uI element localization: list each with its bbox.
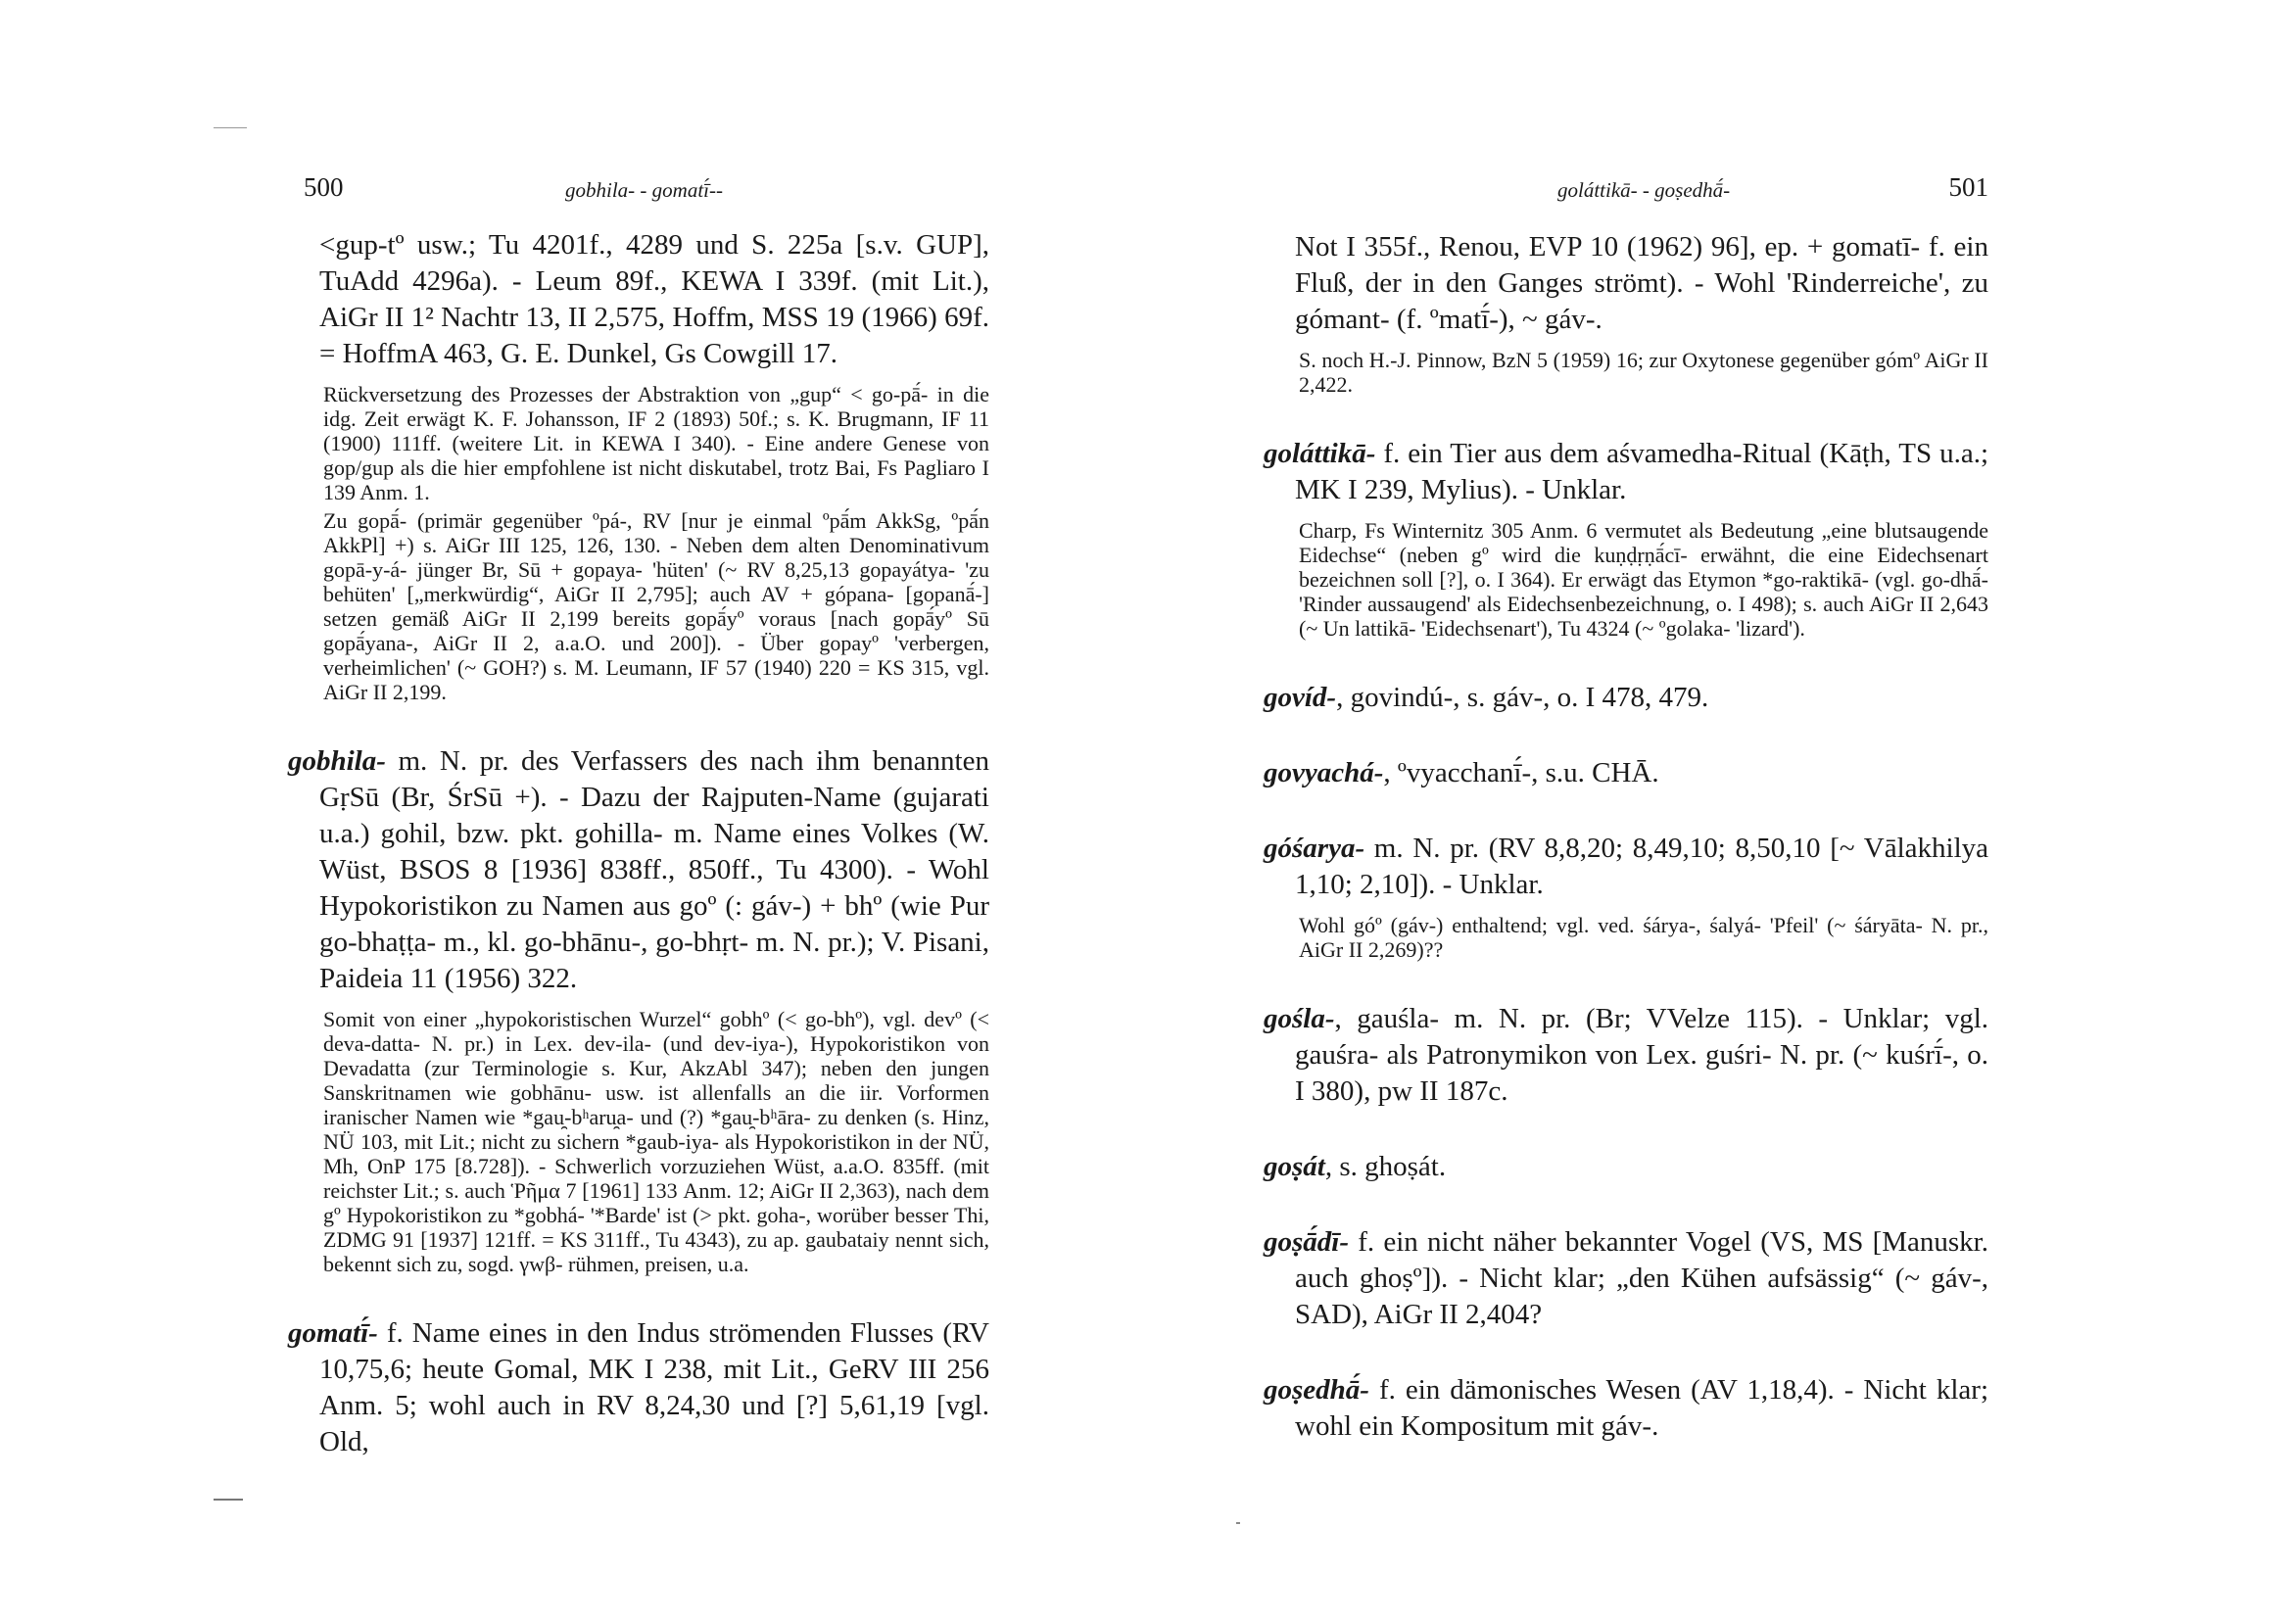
headword: gobhila- xyxy=(288,745,386,777)
left-page xyxy=(274,0,989,1622)
entry-text: f. ein Tier aus dem aśvamedha-Ritual (Kāṭh, TS u.a.; MK I 239, Mylius). - Unklar. xyxy=(1295,438,1988,505)
scan-mark-bottom-center xyxy=(1236,1522,1240,1524)
entry-gobhila xyxy=(288,743,989,997)
entry-gosarya xyxy=(1264,831,1988,903)
running-head: goláttikā- - goṣedhā́- xyxy=(1557,178,1731,202)
entry-golattika xyxy=(1264,436,1988,508)
note-paragraph: Somit von einer „hypokoristischen Wurzel“ gobhº (< go-bhº), vgl. devº (< deva-datta- N. pr.) in Lex. dev-ila- (und dev-iya-), Hypokoristikon von Devadatta (zur Terminologie s. Kur, AkzAbl 347); neben den jungen Sanskritnamen wie gobhānu- usw. ist allenfalls an die iir. Vorformen iranischer Namen wie *gau̯-bʰaru̯a- und (?) *gau̯-bʰāra- zu denken (s. Hinz, NÜ 103, mit Lit.; nicht zu sichern *gaub-iya- als Hypokoristikon in der NÜ, Mh, OnP 175 [8.728]). - Schwerlich vorzuziehen Wüst, a.a.O. 835ff. (mit reichster Lit.; s. auch Ῥῆμα 7 [1961] 133 Anm. 12; AiGr II 2,363), nach dem gº Hypokoristikon zu *gobhá- '*Barde' ist (> pkt. goha-, worüber besser Thi, ZDMG 91 [1937] 121ff. = KS 311ff., Tu 4343), zu ap. gaubataiy nennt sich, bekennt sich zu, sogd. γwβ- rühmen, preisen, u.a. xyxy=(323,1007,989,1276)
note-paragraph: Charp, Fs Winternitz 305 Anm. 6 vermutet als Bedeutung „eine blutsaugende Eidechse“ (neben gº wird die kuṇḍṛṇā́cī- erwähnt, die eine Eidechsenart bezeichnen soll [?], o. I 364). Er erwägt das Etymon *go-raktikā- (vgl. go-dhā́- 'Rinder aussaugend' als Eidechsenbezeichnung, o. I 498); s. auch AiGr II 2,643 (~ Un lattikā- 'Eidechsenart'), Tu 4324 (~ ºgolaka- 'lizard'). xyxy=(1299,518,1988,641)
entry-gomati xyxy=(288,1315,989,1460)
entry-text: , ºvyacchanī́-, s.u. CHĀ. xyxy=(1383,757,1659,788)
note-paragraph: Wohl góº (gáv-) enthaltend; vgl. ved. śárya-, śalyá- 'Pfeil' (~ śáryāta- N. pr., AiGr II 2,269)?? xyxy=(1299,913,1988,962)
entry-text: f. Name eines in den Indus strömenden Flusses (RV 10,75,6; heute Gomal, MK I 238, mit Lit., GeRV III 256 Anm. 5; wohl auch in RV 8,24,30 und [?] 5,61,19 [vgl. Old, xyxy=(319,1317,989,1457)
entry-text: f. ein nicht näher bekannter Vogel (VS, MS [Manuskr. auch ghoṣº]). - Nicht klar; „den Kühen aufsässig“ (~ gáv-, SAD), AiGr II 2,404? xyxy=(1295,1226,1988,1330)
page-body xyxy=(288,227,989,1460)
entry-text: , govindú-, s. gáv-, o. I 478, 479. xyxy=(1336,682,1709,713)
page-number: 501 xyxy=(1948,172,1988,202)
entry-text: m. N. pr. des Verfassers des nach ihm benannten GṛSū (Br, ŚrSū +). - Dazu der Rajputen-Name (gujarati u.a.) gohil, bzw. pkt. gohilla- m. Name eines Volkes (W. Wüst, BSOS 8 [1936] 838ff., 850ff., Tu 4300). - Wohl Hypokoristikon zu Namen aus goº (: gáv-) + bhº (wie Pur go-bhaṭṭa- m., kl. go-bhānu-, go-bhṛt- m. N. pr.); V. Pisani, Paideia 11 (1956) 322. xyxy=(319,745,989,994)
right-page xyxy=(1264,0,1988,1622)
headword: govyachá- xyxy=(1264,757,1384,788)
entry-govid xyxy=(1264,680,1988,716)
entry-govyacha xyxy=(1264,755,1988,791)
headword: goṣedhā́- xyxy=(1264,1374,1369,1406)
page-body xyxy=(1264,229,1988,1445)
note-paragraph: S. noch H.-J. Pinnow, BzN 5 (1959) 16; zur Oxytonese gegenüber gómº AiGr II 2,422. xyxy=(1299,348,1988,397)
page-number: 500 xyxy=(304,172,344,202)
entry-text: , s. ghoṣát. xyxy=(1324,1151,1447,1182)
headword: góśarya- xyxy=(1264,833,1365,864)
entry-gosadi xyxy=(1264,1224,1988,1333)
entry-text: m. N. pr. (RV 8,8,20; 8,49,10; 8,50,10 [~ Vālakhilya 1,10; 2,10]). - Unklar. xyxy=(1295,833,1988,900)
entry-gosat xyxy=(1264,1149,1988,1185)
note-paragraph: Rückversetzung des Prozesses der Abstraktion von „gup“ < go-pā́- in die idg. Zeit erwägt K. F. Johansson, IF 2 (1893) 50f.; s. K. Brugmann, IF 11 (1900) 111ff. (weitere Lit. in KEWA I 340). - Eine andere Genese von gop/gup als die hier empfohlene ist nicht diskutabel, trotz Bai, Fs Pagliaro I 139 Anm. 1. xyxy=(323,382,989,504)
entry-text: , gauśla- m. N. pr. (Br; VVelze 115). - Unklar; vgl. gauśra- als Patronymikon von Lex. guśri- N. pr. (~ kuśrī́-, o. I 380), pw II 187c. xyxy=(1295,1003,1988,1107)
scan-mark-bottom-left xyxy=(214,1499,243,1501)
headword: gośla- xyxy=(1264,1003,1335,1034)
headword: goṣā́dī- xyxy=(1264,1226,1349,1258)
headword: goṣát xyxy=(1264,1151,1325,1182)
entry-text: f. ein dämonisches Wesen (AV 1,18,4). - Nicht klar; wohl ein Kompositum mit gáv-. xyxy=(1295,1374,1988,1442)
continued-paragraph: <gup-tº usw.; Tu 4201f., 4289 und S. 225a [s.v. GUP], TuAdd 4296a). - Leum 89f., KEWA I 339f. (mit Lit.), AiGr II 1² Nachtr 13, II 2,575, Hoffm, MSS 19 (1966) 69f. = HoffmA 463, G. E. Dunkel, Gs Cowgill 17. xyxy=(319,229,989,369)
entry-gosla xyxy=(1264,1001,1988,1110)
entry-gosedha xyxy=(1264,1372,1988,1445)
running-head: gobhila- - gomatī́-- xyxy=(565,178,723,202)
note-paragraph: Zu gopā́- (primär gegenüber ºpá-, RV [nur je einmal ºpā́m AkkSg, ºpā́n AkkPl] +) s. AiGr III 125, 126, 130. - Neben dem alten Denominativum gopā-y-á- jünger Br, Sū + gopaya- 'hüten' (~ RV 8,25,13 gopayátya- 'zu behüten' [„merkwürdig“, AiGr II 2,795]; auch AV + gópana- [gopanā́-] setzen gemäß AiGr II 2,199 bereits gopā́yº voraus [nach gopā́yº Sū gopā́yana-, AiGr II 2, a.a.O. und 200]). - Über gopayº 'verbergen, verheimlichen' (~ GOH?) s. M. Leumann, IF 57 (1940) 220 = KS 315, vgl. AiGr II 2,199. xyxy=(323,508,989,704)
continued-paragraph: Not I 355f., Renou, EVP 10 (1962) 96], ep. + gomatī- f. ein Fluß, der in den Ganges strömt). - Wohl 'Rinderreiche', zu gómant- (f. ºmatī́-), ~ gáv-. xyxy=(1295,231,1988,335)
scan-mark-top xyxy=(214,127,247,128)
headword: goláttikā- xyxy=(1264,438,1376,469)
headword: gomatī́- xyxy=(288,1317,378,1349)
headword: govíd- xyxy=(1264,682,1337,713)
